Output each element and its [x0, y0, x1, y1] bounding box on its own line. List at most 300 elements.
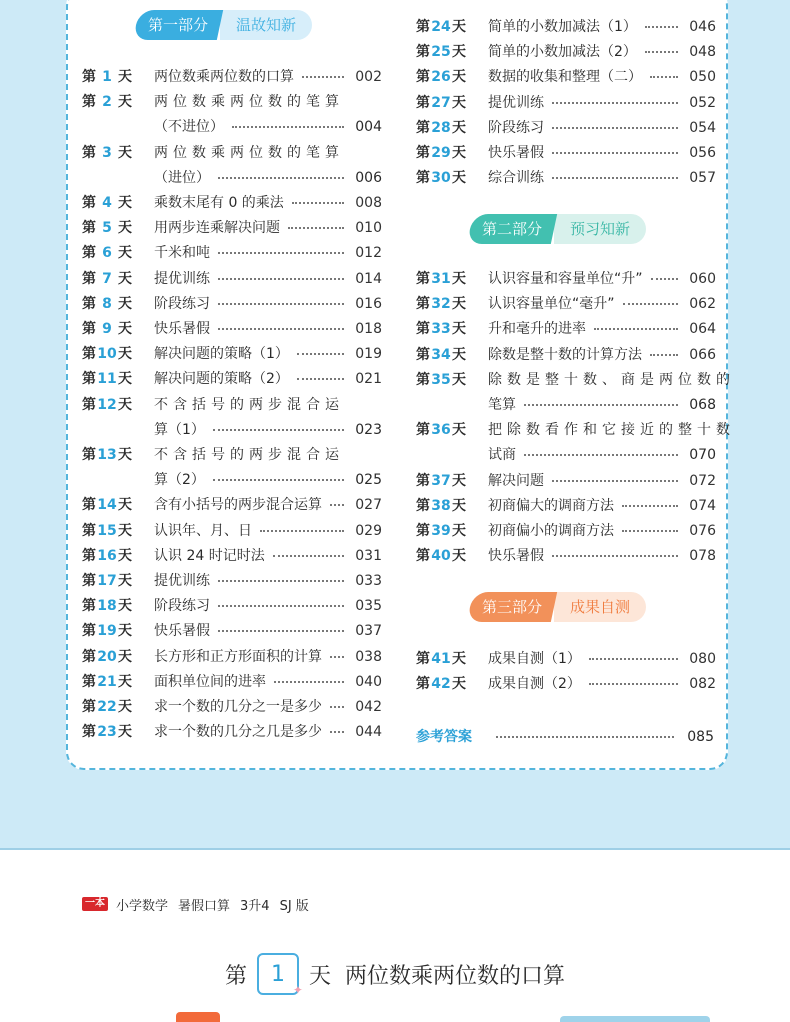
day-number: 17: [97, 573, 117, 589]
toc-entry-title: 快乐暑假: [488, 145, 544, 161]
toc-entry[interactable]: [416, 167, 716, 189]
toc-entry[interactable]: [416, 117, 716, 139]
day-prefix: 第: [416, 271, 430, 287]
day-suffix: 天: [452, 94, 466, 111]
toc-entry-title: 解决问题: [488, 472, 544, 489]
dot-leader: [273, 555, 344, 557]
dot-leader: [552, 102, 678, 104]
part-two-label: 第二部分: [467, 214, 557, 244]
day-prefix: 第: [82, 573, 96, 589]
dot-leader: [496, 736, 674, 738]
dot-leader: [645, 51, 678, 53]
toc-entry[interactable]: [416, 369, 735, 391]
day-suffix: 天: [118, 573, 132, 589]
day-number: 38: [431, 497, 451, 514]
toc-entry-page: 082: [689, 676, 716, 693]
toc-entry[interactable]: [416, 16, 716, 38]
day-suffix: 天: [118, 699, 132, 715]
day-suffix: 天: [118, 321, 132, 337]
dot-leader: [651, 278, 678, 280]
toc-day-label: [416, 268, 466, 290]
toc-entry-continuation[interactable]: [82, 419, 382, 441]
toc-entry[interactable]: [82, 620, 382, 642]
toc-day-label: [82, 620, 132, 642]
day-number: 2: [102, 94, 112, 111]
day-prefix: 第: [416, 94, 430, 111]
part-three-name: 成果自测: [554, 592, 646, 622]
toc-entry-title: 求一个数的几分之一是多少: [154, 699, 322, 715]
section-tab-orange: [176, 1012, 220, 1022]
day-prefix: 第: [416, 472, 430, 489]
toc-entry[interactable]: [82, 570, 382, 592]
toc-entry-title-cont: （进位）: [154, 169, 210, 186]
toc-day-label: [416, 167, 466, 189]
day-suffix: 天: [118, 497, 132, 514]
toc-day-label: [416, 142, 466, 164]
dot-leader: [218, 630, 344, 632]
day-number: 41: [431, 651, 451, 667]
day-suffix: 天: [118, 195, 132, 211]
day-suffix: 天: [118, 346, 132, 363]
day-suffix: 天: [118, 220, 132, 237]
day-suffix: 天: [118, 673, 132, 690]
dot-leader: [330, 706, 344, 708]
toc-entry[interactable]: [82, 268, 382, 290]
toc-entry-page: 018: [355, 321, 382, 337]
day-suffix: 天: [118, 295, 132, 312]
dot-leader: [218, 328, 344, 330]
day-number: 22: [97, 699, 117, 715]
toc-entry[interactable]: [416, 419, 735, 441]
toc-entry-page: 025: [355, 472, 382, 489]
day-suffix: 天: [118, 144, 132, 161]
dot-leader: [297, 353, 344, 355]
day-suffix: 天: [452, 271, 466, 287]
lesson-day-number: 1: [270, 961, 285, 987]
toc-entry-page: 014: [355, 270, 382, 287]
day-prefix: 第: [82, 598, 96, 615]
day-number: 7: [102, 270, 112, 287]
toc-entry-page: 042: [355, 699, 382, 715]
toc-entry-page: 023: [355, 421, 382, 438]
toc-entry[interactable]: [416, 344, 716, 366]
day-number: 20: [97, 648, 117, 665]
toc-entry-page: 054: [689, 119, 716, 136]
dot-leader: [552, 177, 678, 179]
toc-entry-continuation[interactable]: [416, 394, 716, 416]
dot-leader: [589, 683, 678, 685]
toc-entry-title: 除数是整十数、商是两位数的: [488, 371, 735, 388]
toc-day-label: [416, 520, 466, 542]
day-prefix: 第: [416, 145, 430, 161]
toc-day-label: [82, 368, 132, 390]
toc-entry-page: 048: [689, 44, 716, 61]
day-prefix: 第: [82, 396, 96, 413]
toc-entry-page: 076: [689, 523, 716, 539]
day-suffix: 天: [452, 346, 466, 363]
dot-leader: [589, 658, 678, 660]
day-suffix: 天: [452, 145, 466, 161]
dot-leader: [213, 429, 344, 431]
dot-leader: [650, 354, 678, 356]
toc-entry-title: 阶段练习: [488, 119, 544, 136]
dot-leader: [552, 480, 678, 482]
toc-entry-page: 010: [355, 220, 382, 237]
day-prefix: 第: [82, 220, 96, 237]
toc-entry-title-cont: 笔算: [488, 397, 516, 413]
toc-entry-page: 074: [689, 497, 716, 514]
toc-entry-page: 062: [689, 296, 716, 313]
dot-leader: [330, 731, 344, 733]
day-prefix: 第: [416, 346, 430, 363]
day-prefix: 第: [82, 321, 96, 337]
toc-day-label: [82, 91, 132, 113]
dot-leader: [552, 127, 678, 129]
day-prefix: 第: [416, 371, 430, 388]
toc-entry-page: 008: [355, 195, 382, 211]
dot-leader: [232, 126, 344, 128]
toc-entry[interactable]: [416, 495, 716, 517]
dot-leader: [302, 76, 344, 78]
header-grade: 3升4: [240, 898, 270, 914]
toc-entry-page: 040: [355, 673, 382, 690]
dot-leader: [552, 152, 678, 154]
dot-leader: [274, 681, 344, 683]
lesson-prefix: 第: [224, 963, 247, 989]
day-prefix: 第: [416, 170, 430, 187]
toc-entry-page: 006: [355, 169, 382, 186]
toc-day-label: [416, 648, 466, 670]
day-prefix: 第: [416, 676, 430, 693]
part-one-name: 温故知新: [220, 10, 312, 40]
day-prefix: 第: [416, 548, 430, 565]
day-number: 5: [102, 220, 112, 237]
toc-entry-page: 002: [355, 69, 382, 85]
toc-entry[interactable]: [82, 343, 382, 365]
day-number: 3: [102, 144, 112, 161]
toc-day-label: [82, 66, 132, 88]
toc-entry[interactable]: [82, 293, 382, 315]
toc-entry-title: 初商偏小的调商方法: [488, 523, 614, 539]
toc-entry[interactable]: [82, 646, 382, 668]
toc-entry-title: 阶段练习: [154, 295, 210, 312]
toc-entry-title: 千米和吨: [154, 245, 210, 262]
toc-entry-page: 064: [689, 321, 716, 338]
toc-entry-title: 快乐暑假: [154, 321, 210, 337]
toc-entry[interactable]: [82, 721, 382, 743]
day-prefix: 第: [416, 523, 430, 539]
header-edition: SJ 版: [279, 898, 309, 914]
toc-entry-page: 012: [355, 245, 382, 262]
toc-entry-page: 046: [689, 19, 716, 35]
toc-entry[interactable]: [416, 673, 716, 695]
toc-entry-page: 021: [355, 371, 382, 388]
toc-day-label: [416, 92, 466, 114]
dot-leader: [594, 328, 678, 330]
dot-leader: [650, 76, 678, 78]
toc-entry[interactable]: [82, 91, 382, 113]
toc-entry[interactable]: [416, 470, 716, 492]
day-suffix: 天: [452, 548, 466, 565]
header-book: 暑假口算: [178, 898, 231, 914]
toc-entry[interactable]: [416, 648, 716, 670]
toc-entry[interactable]: [416, 520, 716, 542]
day-prefix: 第: [82, 522, 96, 539]
page-header: [82, 894, 319, 914]
day-suffix: 天: [118, 598, 132, 615]
toc-entry-title: 认识容量单位“毫升”: [488, 296, 615, 313]
toc-day-label: [82, 142, 132, 164]
toc-entry[interactable]: [416, 41, 716, 63]
lesson-heading: [0, 952, 790, 996]
day-prefix: 第: [82, 195, 96, 211]
toc-entry-continuation[interactable]: [82, 167, 382, 189]
toc-entry[interactable]: [82, 545, 382, 567]
day-number: 27: [431, 94, 451, 111]
toc-entry-page: 078: [689, 548, 716, 565]
day-suffix: 天: [118, 623, 132, 640]
toc-day-label: [82, 268, 132, 290]
day-suffix: 天: [452, 170, 466, 187]
day-suffix: 天: [118, 371, 132, 388]
toc-entry-page: 072: [689, 472, 716, 489]
day-suffix: 天: [452, 321, 466, 338]
day-number: 29: [431, 145, 451, 161]
toc-entry[interactable]: [416, 142, 716, 164]
day-number: 16: [97, 547, 117, 564]
brand-logo: 一本: [82, 897, 108, 911]
day-number: 25: [431, 44, 451, 61]
toc-entry[interactable]: [416, 92, 716, 114]
part-three-banner: [470, 592, 646, 622]
day-suffix: 天: [118, 547, 132, 564]
toc-entry-page: 019: [355, 346, 382, 363]
day-suffix: 天: [118, 94, 132, 111]
dot-leader: [622, 530, 678, 532]
toc-entry-title: 面积单位间的进率: [154, 673, 266, 690]
toc-answers-entry[interactable]: [416, 726, 714, 748]
toc-entry-title-cont: 算（2）: [154, 472, 205, 489]
toc-day-label: [82, 242, 132, 264]
part-one-banner: [136, 10, 312, 40]
toc-day-label: [82, 696, 132, 718]
toc-entry[interactable]: [416, 545, 716, 567]
day-prefix: 第: [416, 69, 430, 86]
day-suffix: 天: [452, 651, 466, 667]
toc-entry-title: 除数是整十数的计算方法: [488, 346, 642, 363]
toc-day-label: [416, 318, 466, 340]
toc-entry-title: 提优训练: [488, 94, 544, 111]
toc-entry-title: 成果自测（1）: [488, 651, 581, 667]
toc-entry[interactable]: [82, 242, 382, 264]
toc-entry-title: 解决问题的策略（2）: [154, 371, 289, 388]
day-suffix: 天: [118, 69, 132, 85]
day-suffix: 天: [452, 371, 466, 388]
day-number: 24: [431, 19, 451, 35]
day-prefix: 第: [416, 497, 430, 514]
dot-leader: [218, 580, 344, 582]
toc-entry-page: 080: [689, 651, 716, 667]
day-number: 12: [97, 396, 117, 413]
answers-title: 参考答案: [416, 729, 472, 745]
day-suffix: 天: [452, 676, 466, 693]
toc-entry-title: 长方形和正方形面积的计算: [154, 648, 322, 665]
toc-entry-title: 不含括号的两步混合运: [154, 447, 344, 463]
day-number: 30: [431, 170, 451, 187]
dot-leader: [645, 26, 678, 28]
day-number: 18: [97, 598, 117, 615]
toc-entry-title: 升和毫升的进率: [488, 321, 586, 338]
day-prefix: 第: [82, 648, 96, 665]
day-number: 1: [102, 69, 112, 85]
toc-day-label: [416, 419, 466, 441]
toc-entry[interactable]: [82, 318, 382, 340]
toc-day-label: [82, 671, 132, 693]
toc-entry[interactable]: [82, 671, 382, 693]
toc-day-label: [416, 673, 466, 695]
day-number: 6: [102, 245, 112, 262]
toc-entry-title: 不含括号的两步混合运: [154, 396, 344, 413]
day-prefix: 第: [416, 44, 430, 61]
toc-entry[interactable]: [416, 318, 716, 340]
dot-leader: [288, 227, 344, 229]
toc-entry[interactable]: [82, 595, 382, 617]
toc-entry[interactable]: [82, 394, 382, 416]
toc-day-label: [416, 344, 466, 366]
day-prefix: 第: [82, 94, 96, 111]
day-number: 14: [97, 497, 117, 514]
toc-entry-page: 050: [689, 69, 716, 86]
toc-day-label: [416, 117, 466, 139]
day-suffix: 天: [452, 296, 466, 313]
toc-entry[interactable]: [416, 268, 716, 290]
dot-leader: [218, 303, 344, 305]
toc-entry-title: 提优训练: [154, 573, 210, 589]
day-suffix: 天: [452, 497, 466, 514]
toc-entry[interactable]: [82, 142, 382, 164]
day-prefix: 第: [82, 371, 96, 388]
day-number: 28: [431, 119, 451, 136]
day-prefix: 第: [416, 422, 430, 439]
dot-leader: [524, 454, 678, 456]
toc-entry[interactable]: [82, 217, 382, 239]
toc-entry-continuation[interactable]: [416, 444, 716, 466]
toc-entry-page: 052: [689, 94, 716, 111]
day-prefix: 第: [416, 321, 430, 338]
toc-entry-page: 038: [355, 648, 382, 665]
toc-entry-title: 含有小括号的两步混合运算: [154, 497, 322, 514]
day-number: 10: [97, 346, 117, 363]
toc-entry-title: 简单的小数加减法（1）: [488, 19, 637, 35]
day-suffix: 天: [452, 119, 466, 136]
toc-entry-title: 初商偏大的调商方法: [488, 497, 614, 514]
header-subject: 小学数学: [116, 898, 169, 914]
toc-entry-title: 成果自测（2）: [488, 676, 581, 693]
day-prefix: 第: [82, 69, 96, 85]
day-prefix: 第: [82, 346, 96, 363]
day-suffix: 天: [452, 422, 466, 439]
day-prefix: 第: [82, 547, 96, 564]
answers-page: 085: [687, 729, 714, 745]
dot-leader: [218, 278, 344, 280]
day-prefix: 第: [82, 245, 96, 262]
toc-day-label: [416, 293, 466, 315]
day-number: 39: [431, 523, 451, 539]
day-prefix: 第: [82, 144, 96, 161]
day-number: 36: [431, 422, 451, 439]
dot-leader: [622, 505, 678, 507]
section-tab-blue: [560, 1016, 710, 1022]
toc-entry-page: 016: [355, 295, 382, 312]
part-two-name: 预习知新: [554, 214, 646, 244]
toc-entry[interactable]: [82, 444, 382, 466]
toc-entry-continuation[interactable]: [82, 469, 382, 491]
toc-entry[interactable]: [82, 494, 382, 516]
toc-entry-page: 033: [355, 573, 382, 589]
day-number: 34: [431, 346, 451, 363]
toc-day-label: [82, 545, 132, 567]
day-number: 13: [97, 447, 117, 463]
toc-entry-title: 简单的小数加减法（2）: [488, 44, 637, 61]
dot-leader: [330, 656, 344, 658]
toc-entry-title: 综合训练: [488, 170, 544, 187]
toc-day-label: [416, 495, 466, 517]
day-number: 35: [431, 371, 451, 388]
day-prefix: 第: [82, 724, 96, 741]
toc-entry-title: 两位数乘两位数的口算: [154, 69, 294, 85]
toc-entry[interactable]: [82, 520, 382, 542]
toc-entry-title: 认识年、月、日: [154, 522, 252, 539]
toc-entry-title: 提优训练: [154, 270, 210, 287]
day-prefix: 第: [416, 296, 430, 313]
toc-day-label: [82, 570, 132, 592]
toc-entry-page: 057: [689, 170, 716, 187]
toc-entry-title: 认识容量和容量单位“升”: [488, 271, 643, 287]
toc-day-label: [82, 444, 132, 466]
day-number: 37: [431, 472, 451, 489]
toc-entry-title: 快乐暑假: [154, 623, 210, 640]
toc-entry[interactable]: [82, 368, 382, 390]
toc-day-label: [82, 721, 132, 743]
toc-entry[interactable]: [416, 293, 716, 315]
toc-day-label: [416, 545, 466, 567]
toc-entry-title-cont: 算（1）: [154, 421, 205, 438]
toc-entry-page: 066: [689, 346, 716, 363]
toc-day-label: [82, 217, 132, 239]
toc-entry-title: 乘数末尾有 0 的乘法: [154, 195, 284, 211]
day-number: 26: [431, 69, 451, 86]
dot-leader: [524, 404, 678, 406]
toc-entry-title: 认识 24 时记时法: [154, 547, 265, 564]
toc-entry-title: 数据的收集和整理（二）: [488, 69, 642, 86]
day-prefix: 第: [82, 447, 96, 463]
lesson-day-box: [257, 953, 303, 997]
day-number: 8: [102, 295, 112, 312]
toc-entry[interactable]: [416, 66, 716, 88]
toc-entry-page: 068: [689, 397, 716, 413]
toc-entry[interactable]: [82, 192, 382, 214]
toc-entry-title: 两位数乘两位数的笔算: [154, 94, 344, 111]
dot-leader: [292, 202, 344, 204]
toc-entry[interactable]: [82, 66, 382, 88]
day-number: 15: [97, 522, 117, 539]
toc-entry-continuation[interactable]: [82, 116, 382, 138]
day-suffix: 天: [118, 245, 132, 262]
toc-entry[interactable]: [82, 696, 382, 718]
day-suffix: 天: [118, 522, 132, 539]
toc-day-label: [82, 293, 132, 315]
toc-entry-page: 027: [355, 497, 382, 514]
